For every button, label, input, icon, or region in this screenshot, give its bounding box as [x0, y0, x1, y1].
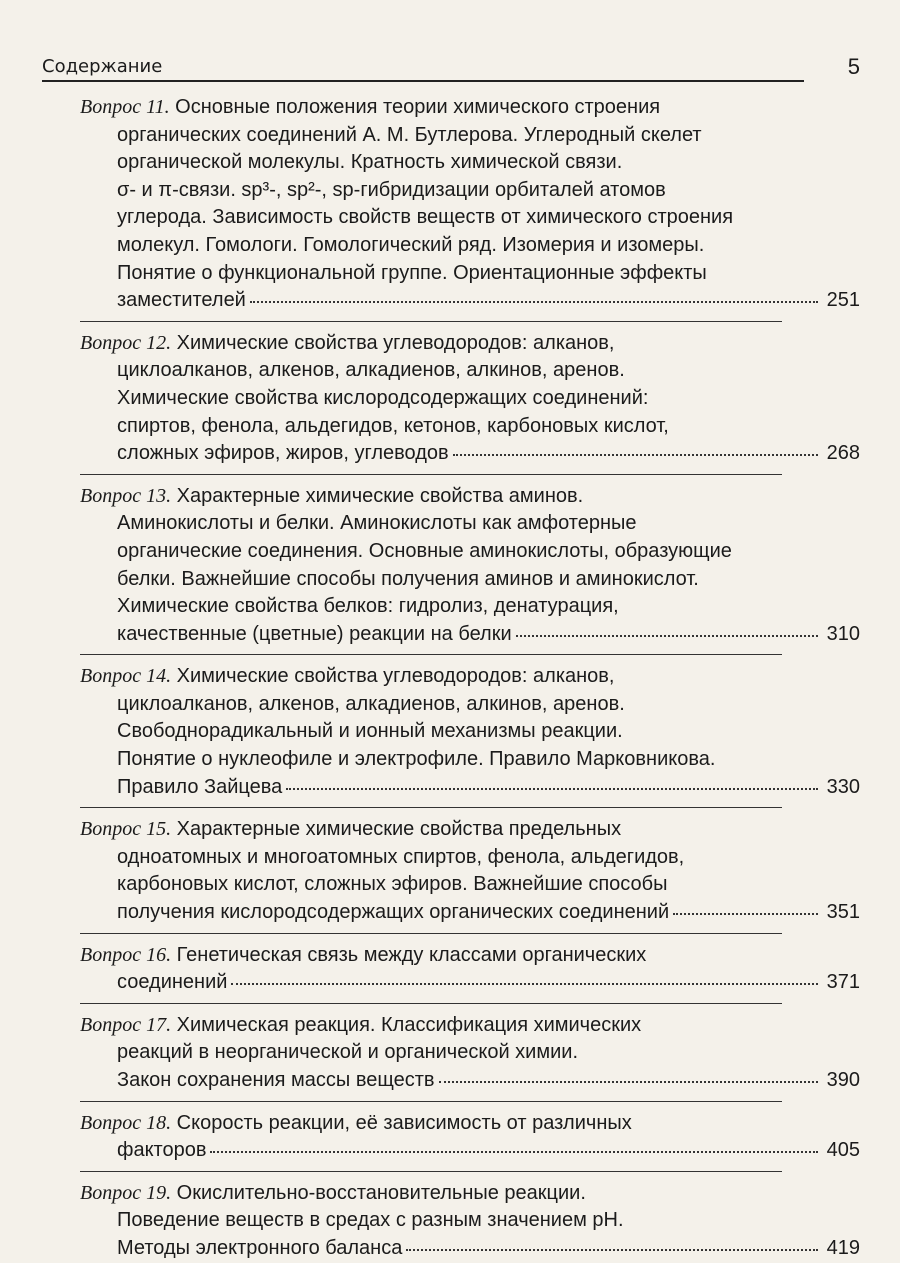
leader-dots: [516, 634, 818, 637]
leader-dots: [231, 982, 818, 985]
leader-dots: [453, 453, 818, 456]
entry-line: Химическая реакция. Классификация химических: [176, 1013, 642, 1036]
entry-line: Понятие о нуклеофиле и электрофиле. Правило Марковникова.: [117, 748, 716, 771]
entry-line: Методы электронного баланса: [117, 1236, 403, 1259]
entry-line: белки. Важнейшие способы получения аминов и аминокислот.: [117, 567, 699, 590]
leader-dots: [250, 300, 818, 303]
entry-divider: [80, 933, 782, 934]
entry-divider: [80, 474, 782, 475]
header-rule: [42, 80, 804, 82]
entry-line: спиртов, фенола, альдегидов, кетонов, карбоновых кислот,: [117, 414, 669, 437]
entry-page-number: 419: [826, 1236, 860, 1259]
entry-line: Свободнорадикальный и ионный механизмы реакции.: [117, 720, 623, 743]
entry-line: получения кислородсодержащих органических соединений: [117, 901, 670, 924]
leader-dots: [286, 787, 818, 790]
entry-label: Вопрос 17.: [80, 1013, 172, 1036]
entry-line: Правило Зайцева: [117, 775, 283, 798]
entry-line: молекул. Гомологи. Гомологический ряд. Изомерия и изомеры.: [117, 233, 705, 256]
entry-label: Вопрос 12.: [80, 331, 172, 354]
entry-line: Понятие о функциональной группе. Ориентационные эффекты: [117, 261, 707, 284]
entry-line: Основные положения теории химического строения: [175, 96, 661, 118]
entry-line: факторов: [117, 1139, 207, 1162]
entry-line: реакций в неорганической и органической химии.: [117, 1041, 578, 1064]
toc-entry[interactable]: [80, 942, 860, 997]
entry-divider: [80, 807, 782, 808]
entry-line: Химические свойства углеводородов: алканов,: [176, 331, 615, 354]
entry-divider: [80, 1171, 782, 1172]
entry-label: Вопрос 11.: [80, 96, 170, 118]
entry-page-number: 330: [826, 775, 860, 798]
entry-line: органические соединения. Основные аминокислоты, образующие: [117, 539, 732, 562]
toc-entry[interactable]: [80, 483, 860, 649]
entry-divider: [80, 321, 782, 322]
entry-line: Химические свойства углеводородов: алканов,: [176, 665, 615, 688]
leader-dots: [439, 1080, 818, 1083]
entry-line: Характерные химические свойства аминов.: [176, 484, 584, 507]
toc-entry[interactable]: [80, 816, 860, 926]
page-header: [42, 54, 860, 82]
entry-line: карбоновых кислот, сложных эфиров. Важнейшие способы: [117, 873, 668, 896]
entry-line: Поведение веществ в средах с разным значением pH.: [117, 1209, 624, 1232]
toc-entry[interactable]: [80, 1110, 860, 1165]
toc-entry[interactable]: [80, 94, 860, 315]
entry-line: Химические свойства белков: гидролиз, денатурация,: [117, 595, 619, 618]
entry-line: сложных эфиров, жиров, углеводов: [117, 442, 449, 465]
leader-dots: [673, 912, 818, 915]
toc-entry[interactable]: [80, 663, 860, 801]
entry-line: циклоалканов, алкенов, алкадиенов, алкинов, аренов.: [117, 359, 625, 382]
entry-line: одноатомных и многоатомных спиртов, фенола, альдегидов,: [117, 845, 685, 868]
entry-label: Вопрос 16.: [80, 943, 172, 966]
entry-label: Вопрос 14.: [80, 665, 172, 688]
entry-line: циклоалканов, алкенов, алкадиенов, алкинов, аренов.: [117, 692, 625, 715]
entry-divider: [80, 1003, 782, 1004]
toc-entry[interactable]: [80, 330, 860, 468]
entry-label: Вопрос 15.: [80, 818, 172, 841]
entry-line: Закон сохранения массы веществ: [117, 1069, 435, 1091]
entry-line: Аминокислоты и белки. Аминокислоты как амфотерные: [117, 512, 637, 535]
table-of-contents: [80, 94, 860, 1263]
page-number: 5: [847, 54, 860, 79]
entry-divider: [80, 654, 782, 655]
entry-page-number: 251: [826, 289, 860, 312]
entry-line: Скорость реакции, её зависимость от различных: [176, 1111, 632, 1134]
entry-label: Вопрос 13.: [80, 484, 172, 507]
section-title: Содержание: [42, 56, 163, 77]
entry-line: Химические свойства кислородсодержащих соединений:: [117, 386, 649, 409]
entry-divider: [80, 1101, 782, 1102]
entry-label: Вопрос 18.: [80, 1111, 172, 1134]
entry-line: качественные (цветные) реакции на белки: [117, 622, 512, 645]
toc-entry[interactable]: [80, 1012, 860, 1095]
entry-line: заместителей: [117, 289, 246, 312]
entry-line: Характерные химические свойства предельных: [176, 818, 622, 841]
entry-line: σ- и π-связи. sp³-, sp²-, sp-гибридизации орбиталей атомов: [117, 178, 666, 201]
entry-line: органической молекулы. Кратность химической связи.: [117, 151, 623, 174]
leader-dots: [210, 1150, 818, 1153]
toc-entry[interactable]: [80, 1180, 860, 1263]
entry-page-number: 405: [826, 1139, 860, 1162]
entry-page-number: 310: [826, 622, 860, 645]
entry-page-number: 268: [826, 442, 860, 465]
entry-line: углерода. Зависимость свойств веществ от химического строения: [117, 206, 734, 229]
entry-line: Окислительно-восстановительные реакции.: [176, 1181, 586, 1204]
entry-page-number: 351: [826, 901, 860, 924]
entry-line: соединений: [117, 971, 228, 994]
entry-line: Генетическая связь между классами органических: [176, 943, 647, 966]
entry-line: органических соединений А. М. Бутлерова. Углеродный скелет: [117, 123, 702, 146]
leader-dots: [406, 1248, 818, 1251]
entry-page-number: 371: [826, 971, 860, 994]
entry-label: Вопрос 19.: [80, 1181, 172, 1204]
entry-page-number: 390: [826, 1069, 860, 1091]
